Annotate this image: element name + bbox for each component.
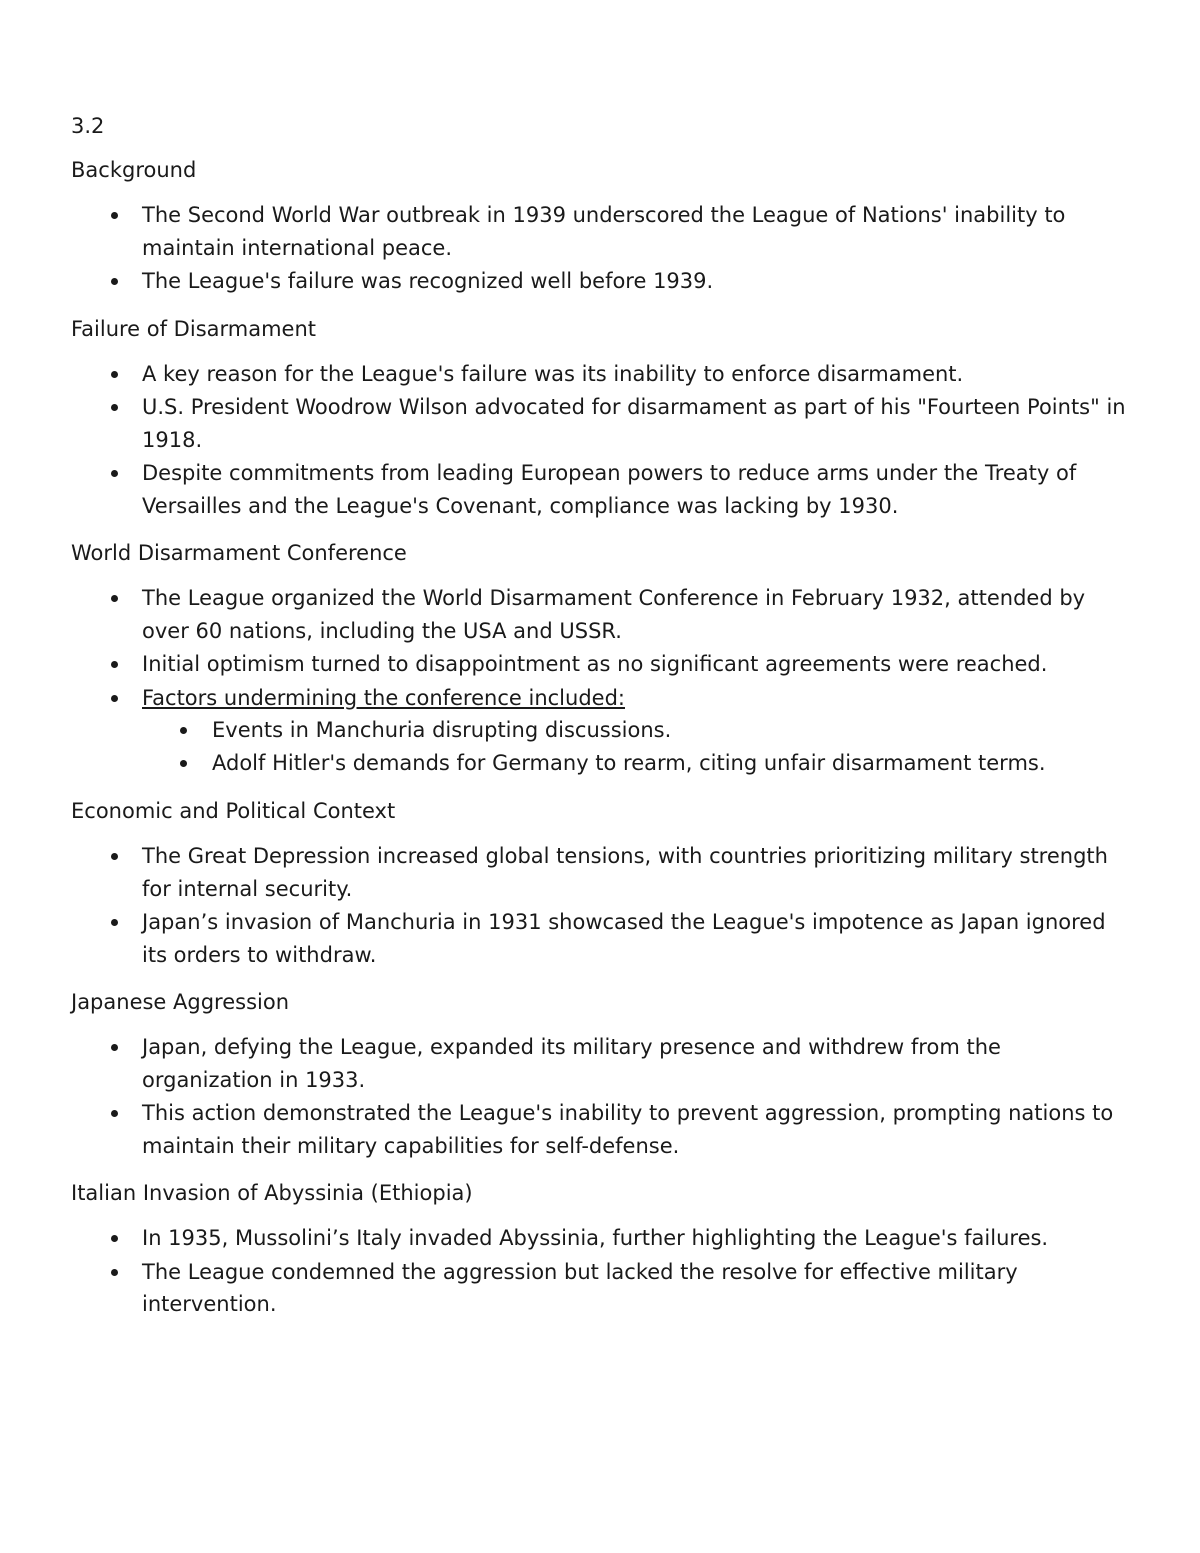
list-item bbox=[71, 648, 1131, 681]
list-item bbox=[71, 199, 1131, 264]
section-heading: Economic and Political Context bbox=[71, 799, 396, 823]
list-item bbox=[71, 1031, 1131, 1096]
bullet-icon bbox=[111, 1044, 118, 1051]
list-item bbox=[71, 1256, 1131, 1321]
bullet-icon bbox=[111, 1269, 118, 1276]
section-background bbox=[71, 156, 1131, 298]
bullet-icon bbox=[111, 695, 118, 702]
list-item bbox=[71, 391, 1131, 456]
bullet-text: A key reason for the League's failure was its inability to enforce disarmament. bbox=[142, 361, 964, 386]
bullet-icon bbox=[111, 278, 118, 285]
bullet-icon bbox=[111, 212, 118, 219]
bullet-list bbox=[71, 582, 1131, 780]
section-world-disarmament-conference bbox=[71, 539, 1131, 780]
bullet-list bbox=[71, 199, 1131, 298]
bullet-text: In 1935, Mussolini’s Italy invaded Abyssinia, further highlighting the League's failures. bbox=[142, 1226, 1049, 1250]
bullet-text: The League's failure was recognized well before 1939. bbox=[142, 269, 714, 293]
bullet-icon bbox=[111, 1235, 118, 1242]
bullet-text-underlined: Factors undermining the conference included: bbox=[142, 685, 625, 710]
list-item bbox=[71, 358, 1131, 391]
page-number: 3.2 bbox=[71, 114, 105, 138]
bullet-text: Initial optimism turned to disappointment as no significant agreements were reached. bbox=[142, 652, 1048, 676]
list-item bbox=[71, 582, 1131, 647]
section-failure-of-disarmament bbox=[71, 315, 1131, 523]
sub-list-item bbox=[142, 747, 1131, 780]
list-item bbox=[71, 457, 1131, 522]
bullet-text: This action demonstrated the League's inability to prevent aggression, prompting nations to maintain their military capabilities for self-defense. bbox=[142, 1101, 1114, 1158]
bullet-icon bbox=[111, 595, 118, 602]
bullet-icon bbox=[111, 1110, 118, 1117]
list-item bbox=[71, 906, 1131, 971]
list-item bbox=[71, 682, 1131, 781]
section-heading: Background bbox=[71, 158, 197, 182]
list-item bbox=[71, 1097, 1131, 1162]
bullet-icon bbox=[111, 371, 118, 378]
bullet-text: Japan, defying the League, expanded its military presence and withdrew from the organization in 1933. bbox=[142, 1035, 1001, 1092]
bullet-list bbox=[71, 358, 1131, 523]
bullet-text: The Great Depression increased global tensions, with countries prioritizing military strength for internal security. bbox=[142, 844, 1108, 901]
sub-bullet-text: Adolf Hitler's demands for Germany to rearm, citing unfair disarmament terms. bbox=[212, 751, 1046, 775]
bullet-text: Despite commitments from leading European powers to reduce arms under the Treaty of Versailles and the League's Covenant, compliance was lacking by 1930. bbox=[142, 461, 1077, 518]
list-item bbox=[71, 840, 1131, 905]
section-heading: Italian Invasion of Abyssinia (Ethiopia) bbox=[71, 1181, 473, 1205]
section-heading: Japanese Aggression bbox=[71, 990, 290, 1014]
bullet-icon bbox=[111, 404, 118, 411]
sub-bullet-text: Events in Manchuria disrupting discussions. bbox=[212, 718, 672, 742]
bullet-list bbox=[71, 1031, 1131, 1162]
section-heading: Failure of Disarmament bbox=[71, 316, 317, 341]
section-economic-and-political-context bbox=[71, 797, 1131, 971]
bullet-icon bbox=[111, 470, 118, 477]
bullet-icon bbox=[111, 853, 118, 860]
bullet-list bbox=[71, 1222, 1131, 1321]
section-heading: World Disarmament Conference bbox=[71, 541, 407, 565]
bullet-text: The League condemned the aggression but lacked the resolve for effective military intervention. bbox=[142, 1259, 1018, 1316]
bullet-text: The Second World War outbreak in 1939 underscored the League of Nations' inability to maintain international peace. bbox=[142, 203, 1066, 260]
bullet-text: Japan’s invasion of Manchuria in 1931 showcased the League's impotence as Japan ignored its orders to withdraw. bbox=[142, 910, 1106, 967]
list-item bbox=[71, 1222, 1131, 1255]
sub-list-item bbox=[142, 714, 1131, 747]
bullet-icon bbox=[180, 727, 187, 734]
bullet-text: The League organized the World Disarmament Conference in February 1932, attended by over 60 nations, including the USA and USSR. bbox=[142, 586, 1086, 643]
bullet-icon bbox=[111, 919, 118, 926]
bullet-icon bbox=[180, 760, 187, 767]
section-japanese-aggression bbox=[71, 988, 1131, 1162]
document-body bbox=[71, 112, 1131, 1338]
list-item bbox=[71, 265, 1131, 298]
bullet-icon bbox=[111, 661, 118, 668]
sub-bullet-list bbox=[142, 714, 1131, 780]
bullet-list bbox=[71, 840, 1131, 971]
section-italian-invasion-of-abyssinia bbox=[71, 1179, 1131, 1321]
bullet-text: U.S. President Woodrow Wilson advocated for disarmament as part of his "Fourteen Points" in 1918. bbox=[142, 395, 1126, 452]
